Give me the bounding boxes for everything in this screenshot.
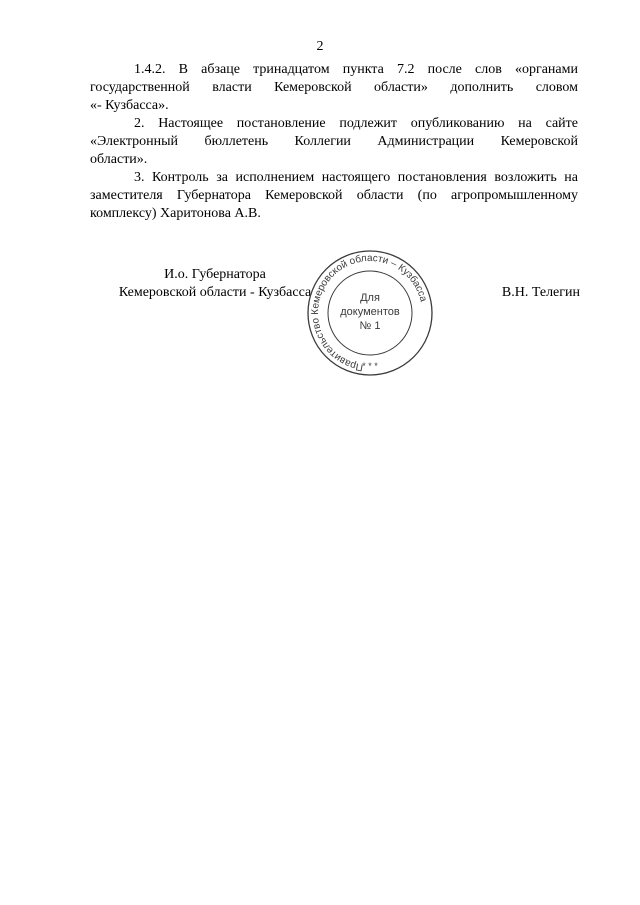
text-line: заместителя Губернатора Кемеровской области (по агропромышленному bbox=[90, 188, 578, 203]
signatory-title: И.о. Губернатора bbox=[164, 267, 266, 282]
text-line: 2. Настоящее постановление подлежит опубликованию на сайте bbox=[134, 116, 578, 131]
official-stamp bbox=[300, 245, 440, 380]
stamp-center-line1: Для bbox=[360, 292, 380, 304]
text-line: «- Кузбасса». bbox=[90, 98, 169, 113]
text-line: 1.4.2. В абзаце тринадцатом пункта 7.2 после слов «органами bbox=[134, 62, 578, 77]
text-line: государственной власти Кемеровской области» дополнить словом bbox=[90, 80, 578, 95]
paragraph-1 bbox=[90, 61, 578, 115]
stamp-center-line3: № 1 bbox=[359, 320, 381, 332]
text-line: области». bbox=[90, 152, 148, 167]
paragraph-2 bbox=[90, 115, 578, 169]
stamp-stars: * * * bbox=[362, 361, 378, 371]
signatory-name: В.Н. Телегин bbox=[501, 285, 580, 300]
document-body bbox=[90, 61, 578, 223]
stamp-center-line2: документов bbox=[340, 306, 400, 318]
text-line: комплексу) Харитонова А.В. bbox=[90, 206, 261, 221]
page-number: 2 bbox=[316, 39, 324, 54]
paragraph-3 bbox=[90, 169, 578, 223]
stamp-ring-text: Правительство Кемеровской области – Кузбасса bbox=[309, 252, 429, 373]
text-line: 3. Контроль за исполнением настоящего постановления возложить на bbox=[134, 170, 578, 185]
text-line: «Электронный бюллетень Коллегии Администрации Кемеровской bbox=[90, 134, 578, 149]
signatory-region: Кемеровской области - Кузбасса bbox=[118, 285, 312, 300]
